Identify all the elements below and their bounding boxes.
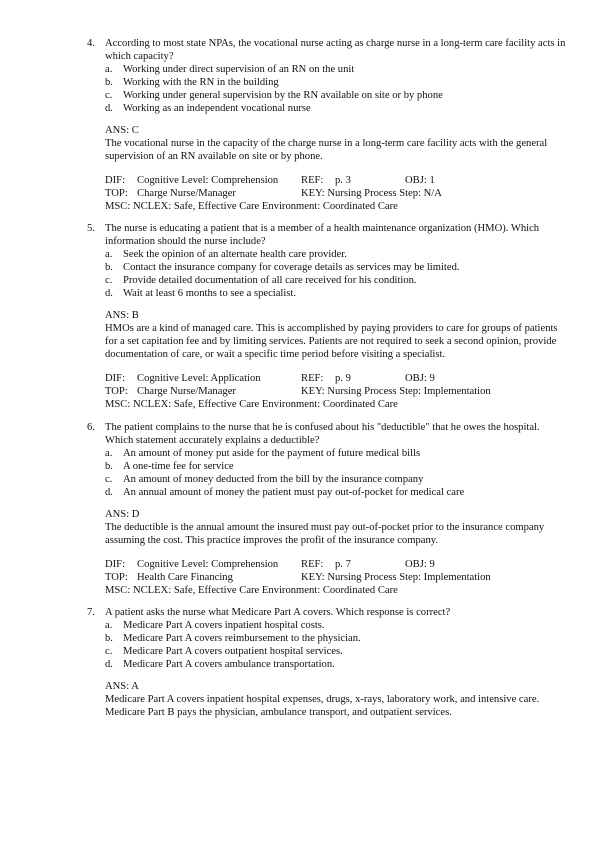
msc: MSC: NCLEX: Safe, Effective Care Environment: Coordinated Care bbox=[105, 585, 398, 596]
option-b bbox=[105, 261, 567, 274]
question-number: 6. bbox=[87, 422, 95, 433]
msc: MSC: NCLEX: Safe, Effective Care Environment: Coordinated Care bbox=[105, 399, 398, 410]
rationale: The deductible is the annual amount the insured must pay out-of-pocket prior to the insurance company assuming the cost. This practice improves the profit of the insurance company. bbox=[105, 522, 545, 546]
obj-value: 9 bbox=[429, 373, 435, 384]
top-label: TOP: bbox=[105, 188, 128, 199]
topic: Charge Nurse/Manager bbox=[137, 386, 236, 397]
question-stem bbox=[87, 421, 567, 447]
option-letter: c. bbox=[105, 90, 113, 101]
meta-row bbox=[105, 558, 567, 571]
option-c bbox=[105, 473, 567, 486]
option-letter: c. bbox=[105, 646, 113, 657]
option-letter: a. bbox=[105, 448, 113, 459]
option-text: An amount of money deducted from the bill by the insurance company bbox=[123, 474, 424, 485]
question-number: 7. bbox=[87, 607, 95, 618]
option-text: A one-time fee for service bbox=[123, 461, 234, 472]
rationale: Medicare Part A covers inpatient hospital expenses, drugs, x-rays, laboratory work, and intensive care. Medicare Part B pays the physician, ambulance transport, and outpatient services. bbox=[105, 694, 540, 718]
answer-key: ANS: A bbox=[105, 681, 139, 692]
question-text: The patient complains to the nurse that he is confused about his "deductible" that he owes the hospital. Which statement accurately explains a deductible? bbox=[105, 422, 540, 446]
options-list bbox=[105, 248, 567, 300]
option-c bbox=[105, 89, 567, 102]
question-metadata bbox=[105, 372, 567, 411]
option-d bbox=[105, 287, 567, 300]
answer-key: ANS: B bbox=[105, 310, 139, 321]
option-letter: b. bbox=[105, 262, 113, 273]
option-letter: a. bbox=[105, 620, 113, 631]
option-letter: d. bbox=[105, 659, 113, 670]
question-stem bbox=[87, 37, 567, 63]
option-d bbox=[105, 658, 567, 671]
option-letter: b. bbox=[105, 461, 113, 472]
meta-row bbox=[105, 571, 567, 584]
question-4 bbox=[87, 37, 567, 213]
question-7 bbox=[87, 606, 567, 719]
dif-label: DIF: bbox=[105, 175, 126, 186]
option-b bbox=[105, 460, 567, 473]
option-text: An annual amount of money the patient must pay out-of-pocket for medical care bbox=[123, 487, 465, 498]
option-text: Working under direct supervision of an RN on the unit bbox=[123, 64, 355, 75]
ref-label: REF: bbox=[301, 559, 324, 570]
question-number: 4. bbox=[87, 38, 95, 49]
key: KEY: Nursing Process Step: N/A bbox=[301, 188, 442, 199]
ref-label: REF: bbox=[301, 175, 324, 186]
question-text: A patient asks the nurse what Medicare Part A covers. Which response is correct? bbox=[105, 607, 451, 618]
meta-row bbox=[105, 385, 567, 398]
meta-row bbox=[105, 174, 567, 187]
answer-key: ANS: C bbox=[105, 125, 139, 136]
answer-key: ANS: D bbox=[105, 509, 140, 520]
objective bbox=[405, 174, 567, 187]
option-text: Medicare Part A covers reimbursement to the physician. bbox=[123, 633, 361, 644]
top-label: TOP: bbox=[105, 572, 128, 583]
option-letter: d. bbox=[105, 487, 113, 498]
obj-label: OBJ: bbox=[405, 373, 427, 384]
option-d bbox=[105, 102, 567, 115]
option-text: Working as an independent vocational nurse bbox=[123, 103, 311, 114]
option-text: Medicare Part A covers outpatient hospital services. bbox=[123, 646, 343, 657]
obj-value: 9 bbox=[429, 559, 435, 570]
meta-row bbox=[105, 398, 567, 411]
difficulty: Cognitive Level: Comprehension bbox=[137, 559, 279, 570]
difficulty: Cognitive Level: Application bbox=[137, 373, 261, 384]
question-stem bbox=[87, 606, 567, 619]
option-c bbox=[105, 274, 567, 287]
options-list bbox=[105, 447, 567, 499]
option-a bbox=[105, 63, 567, 76]
option-d bbox=[105, 486, 567, 499]
obj-value: 1 bbox=[429, 175, 435, 186]
key: KEY: Nursing Process Step: Implementation bbox=[301, 572, 491, 583]
option-letter: b. bbox=[105, 77, 113, 88]
option-text: Medicare Part A covers ambulance transportation. bbox=[123, 659, 335, 670]
reference: p. 3 bbox=[335, 175, 351, 186]
reference: p. 7 bbox=[335, 559, 351, 570]
option-letter: a. bbox=[105, 64, 113, 75]
option-b bbox=[105, 76, 567, 89]
topic: Health Care Financing bbox=[137, 572, 233, 583]
options-list bbox=[105, 619, 567, 671]
option-a bbox=[105, 447, 567, 460]
dif-label: DIF: bbox=[105, 559, 126, 570]
ref-label: REF: bbox=[301, 373, 324, 384]
option-text: An amount of money put aside for the payment of future medical bills bbox=[123, 448, 421, 459]
option-letter: b. bbox=[105, 633, 113, 644]
question-metadata bbox=[105, 558, 567, 597]
top-label: TOP: bbox=[105, 386, 128, 397]
meta-row bbox=[105, 372, 567, 385]
obj-label: OBJ: bbox=[405, 559, 427, 570]
option-text: Seek the opinion of an alternate health care provider. bbox=[123, 249, 347, 260]
reference: p. 9 bbox=[335, 373, 351, 384]
question-5 bbox=[87, 222, 567, 411]
option-a bbox=[105, 619, 567, 632]
option-text: Medicare Part A covers inpatient hospital costs. bbox=[123, 620, 325, 631]
option-text: Contact the insurance company for coverage details as services may be limited. bbox=[123, 262, 460, 273]
rationale: The vocational nurse in the capacity of the charge nurse in a long-term care facility acts with the general supervision of an RN available on site or by phone. bbox=[105, 138, 548, 162]
option-b bbox=[105, 632, 567, 645]
option-text: Provide detailed documentation of all care received for his condition. bbox=[123, 275, 417, 286]
difficulty: Cognitive Level: Comprehension bbox=[137, 175, 279, 186]
option-a bbox=[105, 248, 567, 261]
option-text: Wait at least 6 months to see a specialist. bbox=[123, 288, 297, 299]
option-letter: a. bbox=[105, 249, 113, 260]
question-number: 5. bbox=[87, 223, 95, 234]
dif-label: DIF: bbox=[105, 373, 126, 384]
meta-row bbox=[105, 200, 567, 213]
msc: MSC: NCLEX: Safe, Effective Care Environment: Coordinated Care bbox=[105, 201, 398, 212]
objective bbox=[405, 558, 567, 571]
question-stem bbox=[87, 222, 567, 248]
option-text: Working under general supervision by the RN available on site or by phone bbox=[123, 90, 443, 101]
option-c bbox=[105, 645, 567, 658]
options-list bbox=[105, 63, 567, 115]
obj-label: OBJ: bbox=[405, 175, 427, 186]
key: KEY: Nursing Process Step: Implementation bbox=[301, 386, 491, 397]
option-letter: d. bbox=[105, 288, 113, 299]
question-6 bbox=[87, 421, 567, 597]
question-text: The nurse is educating a patient that is a member of a health maintenance organization (HMO). Which information should the nurse include? bbox=[105, 223, 540, 247]
meta-row bbox=[105, 187, 567, 200]
question-metadata bbox=[105, 174, 567, 213]
topic: Charge Nurse/Manager bbox=[137, 188, 236, 199]
option-letter: c. bbox=[105, 275, 113, 286]
option-text: Working with the RN in the building bbox=[123, 77, 279, 88]
objective bbox=[405, 372, 567, 385]
rationale: HMOs are a kind of managed care. This is accomplished by paying providers to care for groups of patients for a set capitation fee and by limiting services. Patients are not required to seek a second opinion, provide documentation of care, or wait a specific time period before visiting a specialist. bbox=[105, 323, 558, 360]
option-letter: d. bbox=[105, 103, 113, 114]
meta-row bbox=[105, 584, 567, 597]
question-text: According to most state NPAs, the vocational nurse acting as charge nurse in a long-term care facility acts in which capacity? bbox=[105, 38, 566, 62]
option-letter: c. bbox=[105, 474, 113, 485]
